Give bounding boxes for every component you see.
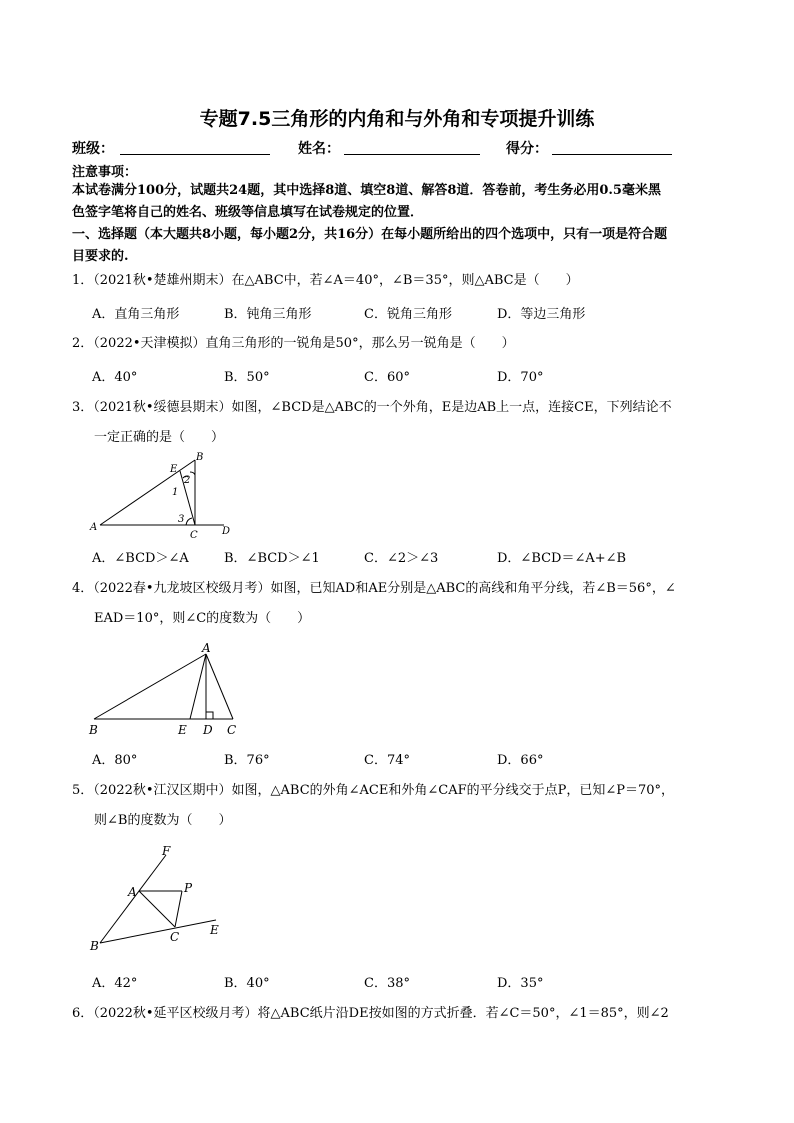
option-c[interactable]: C．38° <box>364 976 410 991</box>
question-1-options <box>92 303 712 327</box>
section-line-2: 目要求的. <box>72 249 129 264</box>
label-d: D <box>203 723 213 737</box>
option-b[interactable]: B．∠BCD＞∠1 <box>224 551 320 566</box>
label-c: C <box>227 723 237 737</box>
notes-body <box>72 180 732 224</box>
option-c[interactable]: C．锐角三角形 <box>364 307 452 322</box>
segment-cp <box>175 891 182 927</box>
section-line-1: 一、选择题（本大题共8小题，每小题2分，共16分）在每小题所给出的四个选项中，只有一项是符合题 <box>72 227 668 242</box>
figure-q4 <box>86 640 246 740</box>
label-e: E <box>178 723 187 737</box>
class-label: 班级： <box>72 141 114 157</box>
option-a[interactable]: A．80° <box>92 753 138 768</box>
angle-3-arc <box>186 518 192 525</box>
class-blank[interactable] <box>120 154 270 155</box>
label-e: E <box>210 923 219 937</box>
option-a[interactable]: A．∠BCD＞∠A <box>92 551 189 566</box>
segment-ae <box>190 654 206 719</box>
segment-ac <box>206 654 233 719</box>
option-d[interactable]: D．∠BCD＝∠A+∠B <box>497 551 627 566</box>
label-b: B <box>196 452 204 463</box>
segment-ac <box>139 891 175 927</box>
option-a[interactable]: A．40° <box>92 370 138 385</box>
question-2-text: 2．（2022•天津模拟）直角三角形的一锐角是50°，那么另一锐角是（ ） <box>72 336 515 351</box>
question-3-options <box>92 547 712 571</box>
label-b: B <box>90 939 99 953</box>
notes-line-2: 色签字笔将自己的姓名、班级等信息填写在试卷规定的位置． <box>72 205 424 220</box>
question-3 <box>72 393 732 453</box>
option-b[interactable]: B．40° <box>224 976 270 991</box>
notes-line-1: 本试卷满分100分，试题共24题，其中选择8道、填空8道、解答8道．答卷前，考生务必用0.5毫米黑 <box>72 183 661 198</box>
student-info-row <box>72 138 752 158</box>
label-d: D <box>222 526 231 537</box>
option-a[interactable]: A．42° <box>92 976 138 991</box>
question-1 <box>72 266 732 296</box>
ray-bf <box>100 855 166 943</box>
option-c[interactable]: C．∠2＞∠3 <box>364 551 439 566</box>
question-3-text-cont: 一定正确的是（ ） <box>94 430 225 445</box>
option-a[interactable]: A．直角三角形 <box>92 307 180 322</box>
option-c[interactable]: C．60° <box>364 370 410 385</box>
label-f: F <box>162 844 171 858</box>
right-angle-mark <box>206 712 213 719</box>
option-d[interactable]: D．35° <box>497 976 544 991</box>
question-6-text: 6．（2022秋•延平区校级月考）将△ABC纸片沿DE按如图的方式折叠．若∠C＝50°，∠1＝85°，则∠2 <box>72 1006 669 1021</box>
figure-q3 <box>86 450 246 540</box>
question-2-options <box>92 366 712 390</box>
section-heading <box>72 224 732 268</box>
notes-heading: 注意事项： <box>72 165 138 180</box>
figure-q5 <box>86 840 236 960</box>
option-b[interactable]: B．76° <box>224 753 270 768</box>
question-3-text: 3．（2021秋•绥德县期末）如图，∠BCD是△ABC的一个外角，E是边AB上一点，连接CE，下列结论不 <box>72 400 672 415</box>
label-p: P <box>184 881 193 895</box>
option-d[interactable]: D．70° <box>497 370 544 385</box>
option-b[interactable]: B．钝角三角形 <box>224 307 312 322</box>
name-label: 姓名： <box>298 141 340 157</box>
question-4-text-cont: EAD＝10°，则∠C的度数为（ ） <box>94 611 311 626</box>
label-a: A <box>202 641 211 655</box>
question-2 <box>72 329 732 359</box>
option-d[interactable]: D．等边三角形 <box>497 307 586 322</box>
question-5-text-cont: 则∠B的度数为（ ） <box>94 813 232 828</box>
label-c: C <box>170 930 180 944</box>
label-c: C <box>190 530 198 540</box>
label-b: B <box>89 723 98 737</box>
label-angle-2: 2 <box>184 475 191 486</box>
question-1-text: 1．（2021秋•楚雄州期末）在△ABC中，若∠A＝40°，∠B＝35°，则△ABC是（ ） <box>72 273 579 288</box>
label-a: A <box>90 522 98 533</box>
segment-ba <box>94 654 206 719</box>
name-blank[interactable] <box>344 154 480 155</box>
question-4-text: 4．（2022春•九龙坡区校级月考）如图，已知AD和AE分别是△ABC的高线和角平分线，若∠B＝56°，∠ <box>72 581 676 596</box>
ray-be <box>100 920 216 943</box>
angle-2-arc <box>190 472 195 475</box>
score-label: 得分： <box>506 141 548 157</box>
label-a: A <box>128 885 137 899</box>
label-e: E <box>170 464 178 475</box>
question-5-options <box>92 972 712 996</box>
page-title: 专题7.5三角形的内角和与外角和专项提升训练 <box>199 108 595 130</box>
score-blank[interactable] <box>552 154 672 155</box>
question-5 <box>72 776 732 836</box>
question-4 <box>72 574 732 634</box>
label-angle-1: 1 <box>172 487 179 498</box>
question-4-options <box>92 749 712 773</box>
option-c[interactable]: C．74° <box>364 753 410 768</box>
option-b[interactable]: B．50° <box>224 370 270 385</box>
label-angle-3: 3 <box>178 514 185 525</box>
question-6 <box>72 999 732 1029</box>
option-d[interactable]: D．66° <box>497 753 544 768</box>
question-5-text: 5．（2022秋•江汉区期中）如图，△ABC的外角∠ACE和外角∠CAF的平分线交于点P，已知∠P＝70°， <box>72 783 675 798</box>
